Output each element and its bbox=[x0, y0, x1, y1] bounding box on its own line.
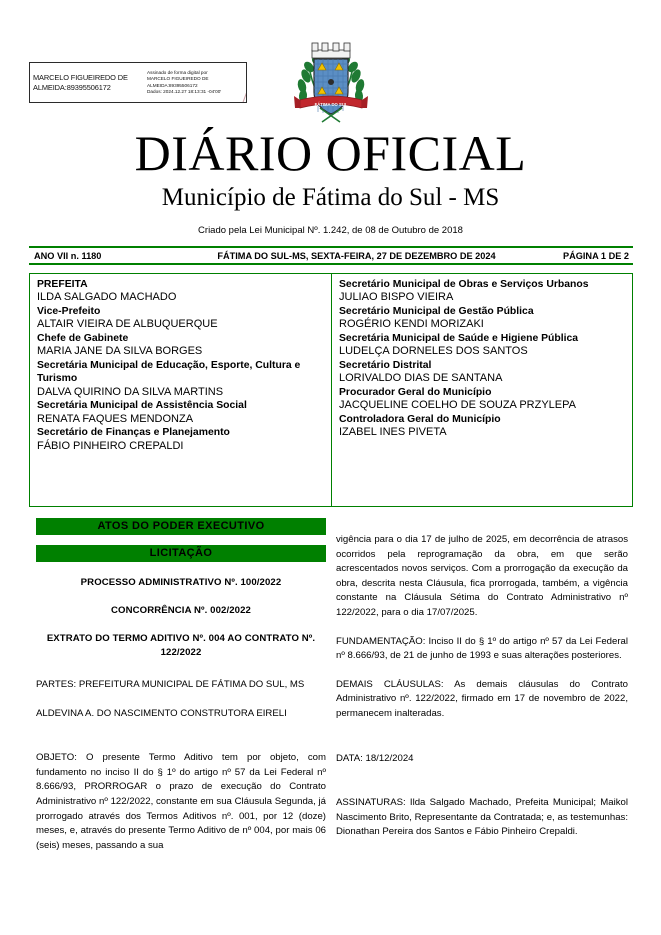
official-role: Secretário Municipal de Obras e Serviços Urbanos bbox=[339, 279, 589, 290]
official-role: Controladora Geral do Município bbox=[339, 414, 501, 425]
officials-box bbox=[29, 273, 633, 507]
signature-detail-line-1: Assinado de forma digital por bbox=[147, 69, 208, 75]
signature-signer-line-2: ALMEIDA:89395506172 bbox=[33, 82, 111, 92]
officials-column-left bbox=[30, 274, 331, 506]
official-name: DALVA QUIRINO DA SILVA MARTINS bbox=[37, 385, 224, 398]
official-name: LORIVALDO DIAS DE SANTANA bbox=[339, 372, 503, 385]
paragraph-date: DATA: 18/12/2024 bbox=[336, 752, 414, 764]
official-role: Secretário de Finanças e Planejamento bbox=[37, 427, 230, 439]
official-name: LUDELÇA DORNELES DOS SANTOS bbox=[339, 345, 528, 358]
signature-signer-name bbox=[30, 73, 145, 93]
official-role: Vice-Prefeito bbox=[37, 306, 101, 317]
paragraph-demais-clausulas: DEMAIS CLÁUSULAS: As demais cláusulas do Contrato Administrativo nº. 122/2022, firmado em 17 de novembro de 2022, permanecem inalteradas. bbox=[336, 678, 628, 719]
paragraph-objeto: OBJETO: O presente Termo Aditivo tem por objeto, com fundamento no inciso II do § 1º do artigo nº 57 da Lei Federal nº 8.666/93, PRORROGAR o prazo de execução do Contrato Administrativo nº 122/2022, constante em sua Cláusula Segunda, já prorrogado através dos Termos Aditivos nº. 001, por 12 (doze) meses, e, através do presente Termo Aditivo de nº 004, por mais 06 (seis) meses, passando a sua bbox=[36, 752, 326, 851]
official-role: PREFEITA bbox=[37, 279, 88, 290]
municipal-coat-of-arms-icon bbox=[290, 36, 372, 124]
heading-contract-extract: EXTRATO DO TERMO ADITIVO Nº. 004 AO CONTRATO Nº. 122/2022 bbox=[46, 633, 316, 658]
content-column-left bbox=[36, 518, 326, 867]
content-column-right bbox=[336, 533, 628, 854]
official-role: Chefe de Gabinete bbox=[37, 333, 129, 344]
signature-detail-line-4: Dados: 2024.12.27 18:13:31 -04'00' bbox=[147, 88, 222, 94]
official-name: JACQUELINE COELHO DE SOUZA PRZYLEPA bbox=[339, 399, 576, 412]
official-role: Secretária Municipal de Assistência Social bbox=[37, 400, 247, 412]
official-role: Secretária Municipal de Saúde e Higiene Pública bbox=[339, 333, 579, 344]
signature-detail-line-2: MARCELO FIGUEIREDO DE bbox=[147, 76, 209, 82]
paragraph-objeto-continued: vigência para o dia 17 de julho de 2025, em decorrência de atrasos ocorridos pela reprogramação da obra, em que serão acrescentados novos serviços. Com a prorrogação da execução da obra, descrita nesta Cláusula, fica prorrogada, também, a vigência constante na Cláusula Sétima do Contrato Administrativo nº 122/2022, para o dia 17/07/2025. bbox=[336, 534, 628, 618]
signature-details bbox=[145, 70, 246, 96]
section-banner-executive-acts: ATOS DO PODER EXECUTIVO bbox=[36, 518, 326, 535]
official-role: Procurador Geral do Município bbox=[339, 387, 492, 398]
official-name: ILDA SALGADO MACHADO bbox=[37, 291, 177, 304]
officials-column-right bbox=[331, 274, 632, 506]
masthead bbox=[0, 126, 661, 238]
official-name: JULIAO BISPO VIEIRA bbox=[339, 291, 454, 304]
issue-year-number: ANO VII n. 1180 bbox=[34, 250, 102, 261]
issue-info-bar bbox=[29, 246, 633, 265]
official-name: RENATA FAQUES MENDONZA bbox=[37, 412, 194, 425]
issue-place-date: FÁTIMA DO SUL-MS, SEXTA-FEIRA, 27 DE DEZEMBRO DE 2024 bbox=[217, 250, 496, 261]
heading-competition: CONCORRÊNCIA Nº. 002/2022 bbox=[110, 605, 251, 616]
paragraph-fundamentacao: FUNDAMENTAÇÃO: Inciso II do § 1º do artigo nº 57 da Lei Federal nº 8.666/93, de 21 de junho de 1993 e suas alterações posteriores. bbox=[336, 635, 628, 662]
publication-law-line: Criado pela Lei Municipal Nº. 1.242, de 08 de Outubro de 2018 bbox=[198, 225, 463, 236]
paragraph-signatures: ASSINATURAS: Ilda Salgado Machado, Prefeita Municipal; Maikol Nascimento Brito, Representante da Contratada; e, as testemunhas: Dionathan Pereira dos Santos e Fábio Pinheiro Crepaldi. bbox=[336, 797, 628, 838]
official-name: FÁBIO PINHEIRO CREPALDI bbox=[37, 439, 184, 452]
digital-signature-stamp bbox=[29, 62, 247, 103]
official-role: Secretária Municipal de Educação, Esporte, Cultura e Turismo bbox=[37, 360, 301, 385]
publication-subtitle: Município de Fátima do Sul - MS bbox=[161, 184, 500, 211]
paragraph-contracted-party: ALDEVINA A. DO NASCIMENTO CONSTRUTORA EIRELI bbox=[36, 707, 287, 719]
official-name: ROGÉRIO KENDI MORIZAKI bbox=[339, 318, 484, 331]
page-number: PÁGINA 1 DE 2 bbox=[562, 250, 629, 261]
official-role: Secretário Municipal de Gestão Pública bbox=[339, 306, 534, 317]
paragraph-parties: PARTES: PREFEITURA MUNICIPAL DE FÁTIMA DO SUL, MS bbox=[36, 679, 305, 690]
official-name: IZABEL INES PIVETA bbox=[339, 426, 447, 439]
official-name: ALTAIR VIEIRA DE ALBUQUERQUE bbox=[37, 318, 218, 331]
section-banner-bidding: LICITAÇÃO bbox=[36, 545, 326, 562]
official-role: Secretário Distrital bbox=[339, 360, 432, 371]
signature-detail-line-3: ALMEIDA:89395506172 bbox=[147, 82, 198, 88]
official-name: MARIA JANE DA SILVA BORGES bbox=[37, 345, 203, 358]
heading-administrative-process: PROCESSO ADMINISTRATIVO Nº. 100/2022 bbox=[80, 577, 282, 588]
crest-ribbon-text: FÁTIMA DO SUL bbox=[314, 102, 348, 107]
signature-signer-line-1: MARCELO FIGUEIREDO DE bbox=[33, 72, 128, 82]
publication-title: DIÁRIO OFICIAL bbox=[134, 125, 527, 181]
